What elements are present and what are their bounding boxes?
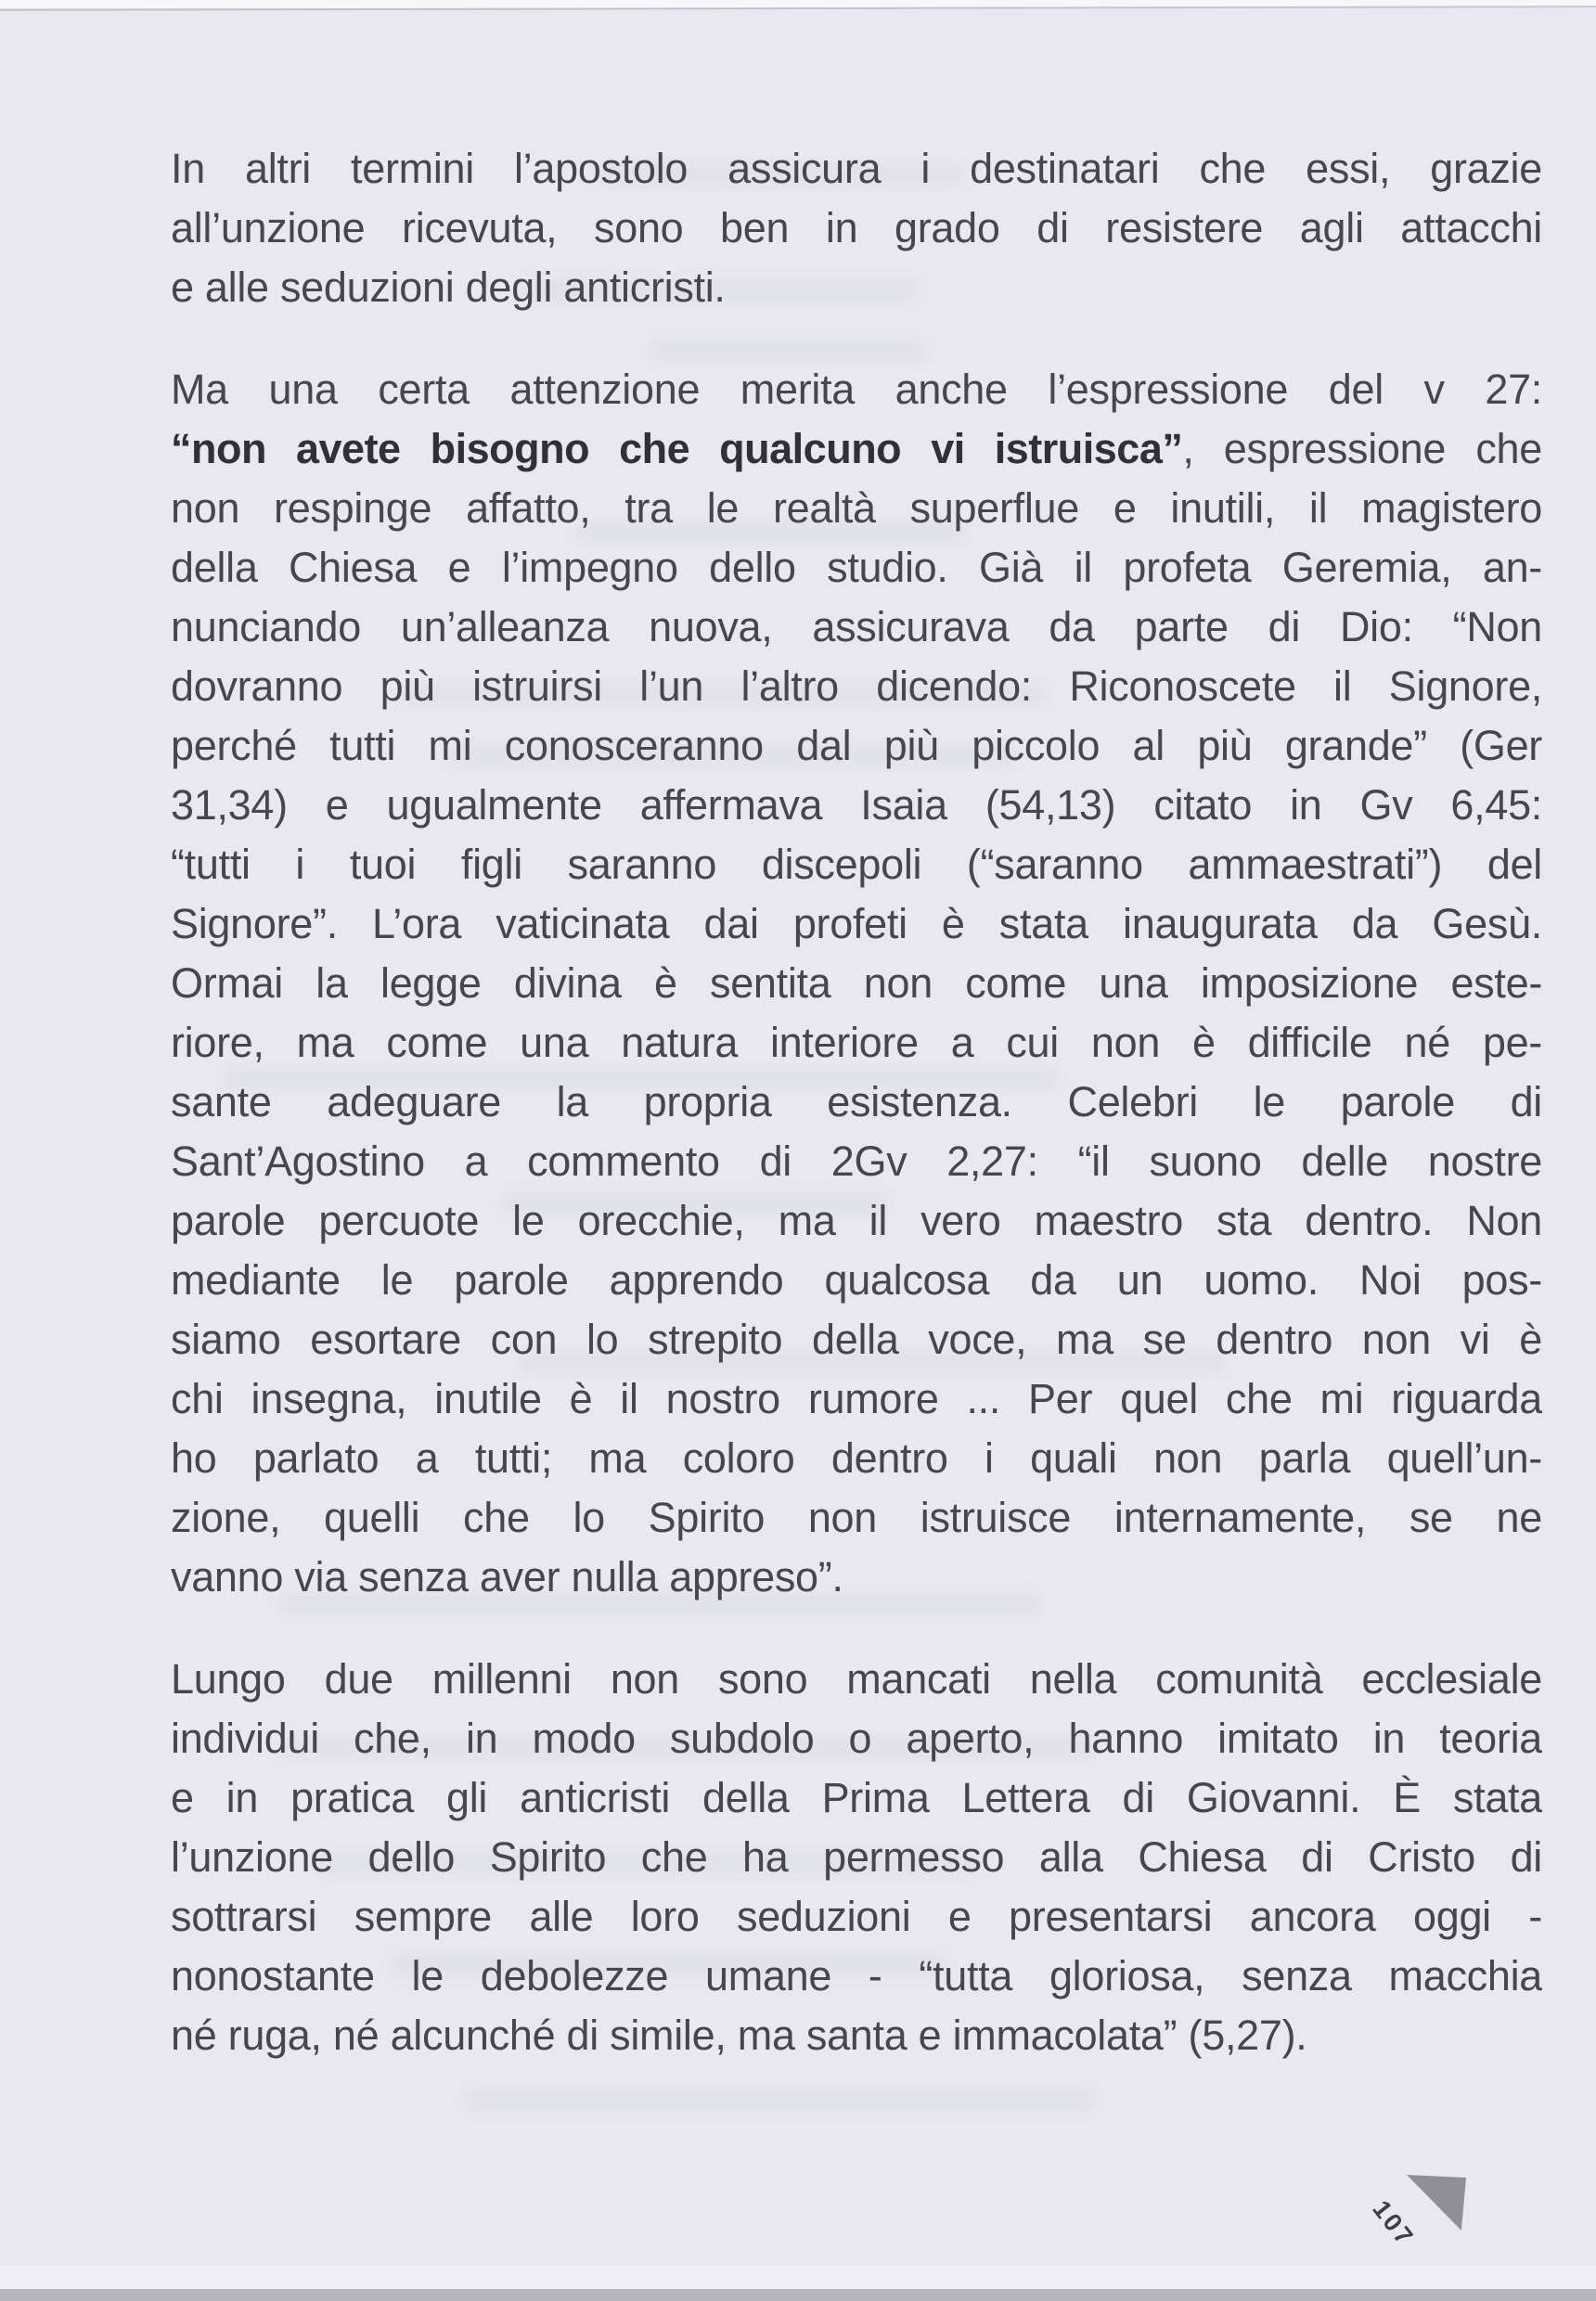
text-line: l’unzione dello Spirito che ha permesso alla Chiesa di Cristo di <box>171 1833 1542 1881</box>
text-line: vanno via senza aver nulla appreso”. <box>171 1553 843 1600</box>
text-line: Ma una certa attenzione merita anche l’espressione del v 27: <box>171 366 1542 413</box>
text-line: ho parlato a tutti; ma coloro dentro i quali non parla quell’un- <box>171 1434 1542 1482</box>
text-line: e in pratica gli anticristi della Prima Lettera di Giovanni. È stata <box>171 1774 1542 1821</box>
text-line: mediante le parole apprendo qualcosa da un uomo. Noi pos- <box>171 1256 1542 1304</box>
paragraph <box>171 139 1542 317</box>
text-line: della Chiesa e l’impegno dello studio. Già il profeta Geremia, an- <box>171 544 1542 591</box>
text-line: perché tutti mi conosceranno dal più piccolo al più grande” (Ger <box>171 722 1542 769</box>
text-line: siamo esortare con lo strepito della voce, ma se dentro non vi è <box>171 1316 1542 1363</box>
text-line: non respinge affatto, tra le realtà superflue e inutili, il magistero <box>171 484 1542 532</box>
text-line: riore, ma come una natura interiore a cui non è difficile né pe- <box>171 1019 1542 1066</box>
text-line: nonostante le debolezze umane - “tutta gloriosa, senza macchia <box>171 1952 1542 1999</box>
text-line: e alle seduzioni degli anticristi. <box>171 264 726 311</box>
text-line: chi insegna, inutile è il nostro rumore ... Per quel che mi riguarda <box>171 1375 1542 1422</box>
corner-triangle <box>1407 2175 1466 2230</box>
scan-edge-bottom-light <box>0 2265 1596 2289</box>
text-line: zione, quelli che lo Spirito non istruisce internamente, se ne <box>171 1494 1542 1541</box>
text-line: individui che, in modo subdolo o aperto, hanno imitato in teoria <box>171 1715 1542 1762</box>
text-line: sante adeguare la propria esistenza. Celebri le parole di <box>171 1078 1542 1125</box>
paragraph <box>171 360 1542 1607</box>
text-line: Sant’Agostino a commento di 2Gv 2,27: “il suono delle nostre <box>171 1138 1542 1185</box>
text-line: all’unzione ricevuta, sono ben in grado di resistere agli attacchi <box>171 204 1542 251</box>
page-text <box>171 139 1542 2065</box>
text-line: dovranno più istruirsi l’un l’altro dicendo: Riconoscete il Signore, <box>171 662 1542 710</box>
text-line: sottrarsi sempre alle loro seduzioni e presentarsi ancora oggi - <box>171 1893 1542 1940</box>
text-line: né ruga, né alcunché di simile, ma santa e immacolata” (5,27). <box>171 2012 1307 2059</box>
text-line: Lungo due millenni non sono mancati nella comunità ecclesiale <box>171 1655 1542 1703</box>
text-line: “non avete bisogno che qualcuno vi istruisca”, espressione che <box>171 425 1542 472</box>
page-number: 107 <box>1367 2195 1421 2253</box>
text-line: In altri termini l’apostolo assicura i destinatari che essi, grazie <box>171 145 1542 192</box>
text-line: nunciando un’alleanza nuova, assicurava da parte di Dio: “Non <box>171 603 1542 650</box>
scan-edge-bottom <box>0 2289 1596 2301</box>
paragraph <box>171 1650 1542 2065</box>
text-line: Signore”. L’ora vaticinata dai profeti è stata inaugurata da Gesù. <box>171 900 1542 947</box>
text-line: parole percuote le orecchie, ma il vero maestro sta dentro. Non <box>171 1197 1542 1244</box>
bleedthrough-artifact <box>464 2088 1095 2112</box>
text-line: Ormai la legge divina è sentita non come una imposizione este- <box>171 959 1542 1007</box>
text-line: 31,34) e ugualmente affermava Isaia (54,13) citato in Gv 6,45: <box>171 781 1542 829</box>
text-line: “tutti i tuoi figli saranno discepoli (“saranno ammaestrati”) del <box>171 841 1542 888</box>
